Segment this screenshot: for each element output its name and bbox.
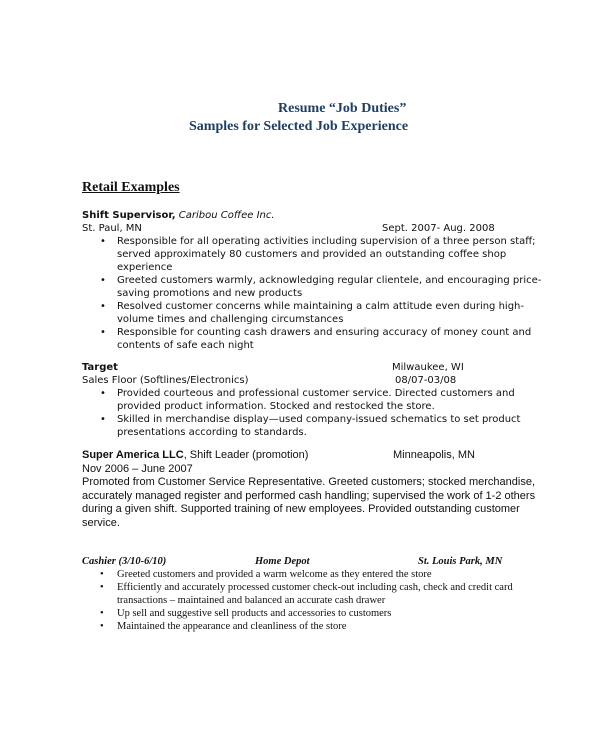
bullet-icon: • xyxy=(100,414,106,425)
bullet-line: Responsible for all operating activities including supervision of a three person staff; xyxy=(117,236,536,247)
bullet-line: experience xyxy=(117,262,173,273)
list-item xyxy=(100,300,541,326)
bullet-line: Provided courteous and professional customer service. Directed customers and xyxy=(117,388,515,399)
document-subtitle: Samples for Selected Job Experience xyxy=(189,119,409,134)
job2-location: Milwaukee, WI xyxy=(392,362,464,373)
job2-company: Target xyxy=(82,362,118,373)
list-item xyxy=(100,581,513,607)
job1-header xyxy=(82,209,275,222)
job3-role: , Shift Leader (promotion) xyxy=(183,449,309,461)
bullet-icon: • xyxy=(100,621,104,632)
list-item xyxy=(100,235,541,274)
bullet-icon: • xyxy=(100,236,106,247)
job3-description xyxy=(82,476,535,530)
bullet-icon: • xyxy=(100,582,104,593)
bullet-line: presentations according to standards. xyxy=(117,427,307,438)
paragraph-line: Promoted from Customer Service Representative. Greeted customers; stocked merchandise, xyxy=(82,476,536,488)
list-item xyxy=(100,620,513,633)
job1-dates: Sept. 2007- Aug. 2008 xyxy=(382,223,495,234)
list-item xyxy=(100,274,542,300)
bullet-line: Resolved customer concerns while maintaining a calm attitude even during high- xyxy=(117,301,524,312)
job1-location: St. Paul, MN xyxy=(82,223,142,234)
job4-title: Cashier (3/10-6/10) xyxy=(82,556,167,567)
section-heading-retail: Retail Examples xyxy=(82,180,180,195)
bullet-icon: • xyxy=(100,569,104,580)
job4-company: Home Depot xyxy=(255,556,310,567)
list-item xyxy=(100,568,513,581)
bullet-icon: • xyxy=(100,608,104,619)
list-item xyxy=(100,387,520,413)
bullet-line: saving promotions and new products xyxy=(117,288,303,299)
job1-title: Shift Supervisor, xyxy=(82,210,176,221)
job1-bullet-list xyxy=(100,235,542,352)
bullet-line: Greeted customers and provided a warm welcome as they entered the store xyxy=(117,569,432,580)
job3-company: Super America LLC xyxy=(82,449,184,461)
bullet-line: provided product information. Stocked and restocked the store. xyxy=(117,401,435,412)
bullet-line: Responsible for counting cash drawers and ensuring accuracy of money count and xyxy=(117,327,532,338)
bullet-line: Skilled in merchandise display—used company-issued schematics to set product xyxy=(117,414,521,425)
bullet-icon: • xyxy=(100,301,106,312)
bullet-icon: • xyxy=(100,388,106,399)
list-item xyxy=(100,607,513,620)
document-title: Resume “Job Duties” xyxy=(278,101,407,116)
bullet-line: Up sell and suggestive sell products and accessories to customers xyxy=(117,608,392,619)
bullet-line: contents of safe each night xyxy=(117,340,254,351)
bullet-line: Greeted customers warmly, acknowledging regular clientele, and encouraging price- xyxy=(117,275,542,286)
list-item xyxy=(100,326,541,352)
list-item xyxy=(100,413,521,439)
job1-company: Caribou Coffee Inc. xyxy=(178,210,275,221)
paragraph-line: accurately managed register and performed cash handling; supervised the work of 1-2 others xyxy=(82,489,536,502)
bullet-line: volume times and challenging circumstances xyxy=(117,314,344,325)
bullet-line: Maintained the appearance and cleanliness of the store xyxy=(117,621,347,632)
bullet-line: served approximately 80 customers and provided an outstanding coffee shop xyxy=(117,249,507,260)
job3-location: Minneapolis, MN xyxy=(393,449,475,461)
bullet-line: Efficiently and accurately processed customer check-out including cash, check and credit card xyxy=(117,582,513,593)
bullet-icon: • xyxy=(100,275,106,286)
job3-dates: Nov 2006 – June 2007 xyxy=(82,463,193,475)
bullet-line: transactions – maintained and balanced an accurate cash drawer xyxy=(117,595,386,606)
job2-dates: 08/07-03/08 xyxy=(395,375,457,386)
paragraph-line: service. xyxy=(82,516,120,529)
job3-header xyxy=(82,449,308,463)
job4-bullet-list xyxy=(100,568,513,633)
job4-location: St. Louis Park, MN xyxy=(418,556,503,567)
bullet-icon: • xyxy=(100,327,106,338)
paragraph-line: during a given shift. Supported training of new employees. Provided outstanding customer xyxy=(82,503,520,515)
job2-role: Sales Floor (Softlines/Electronics) xyxy=(82,375,249,386)
job2-bullet-list xyxy=(100,387,521,439)
